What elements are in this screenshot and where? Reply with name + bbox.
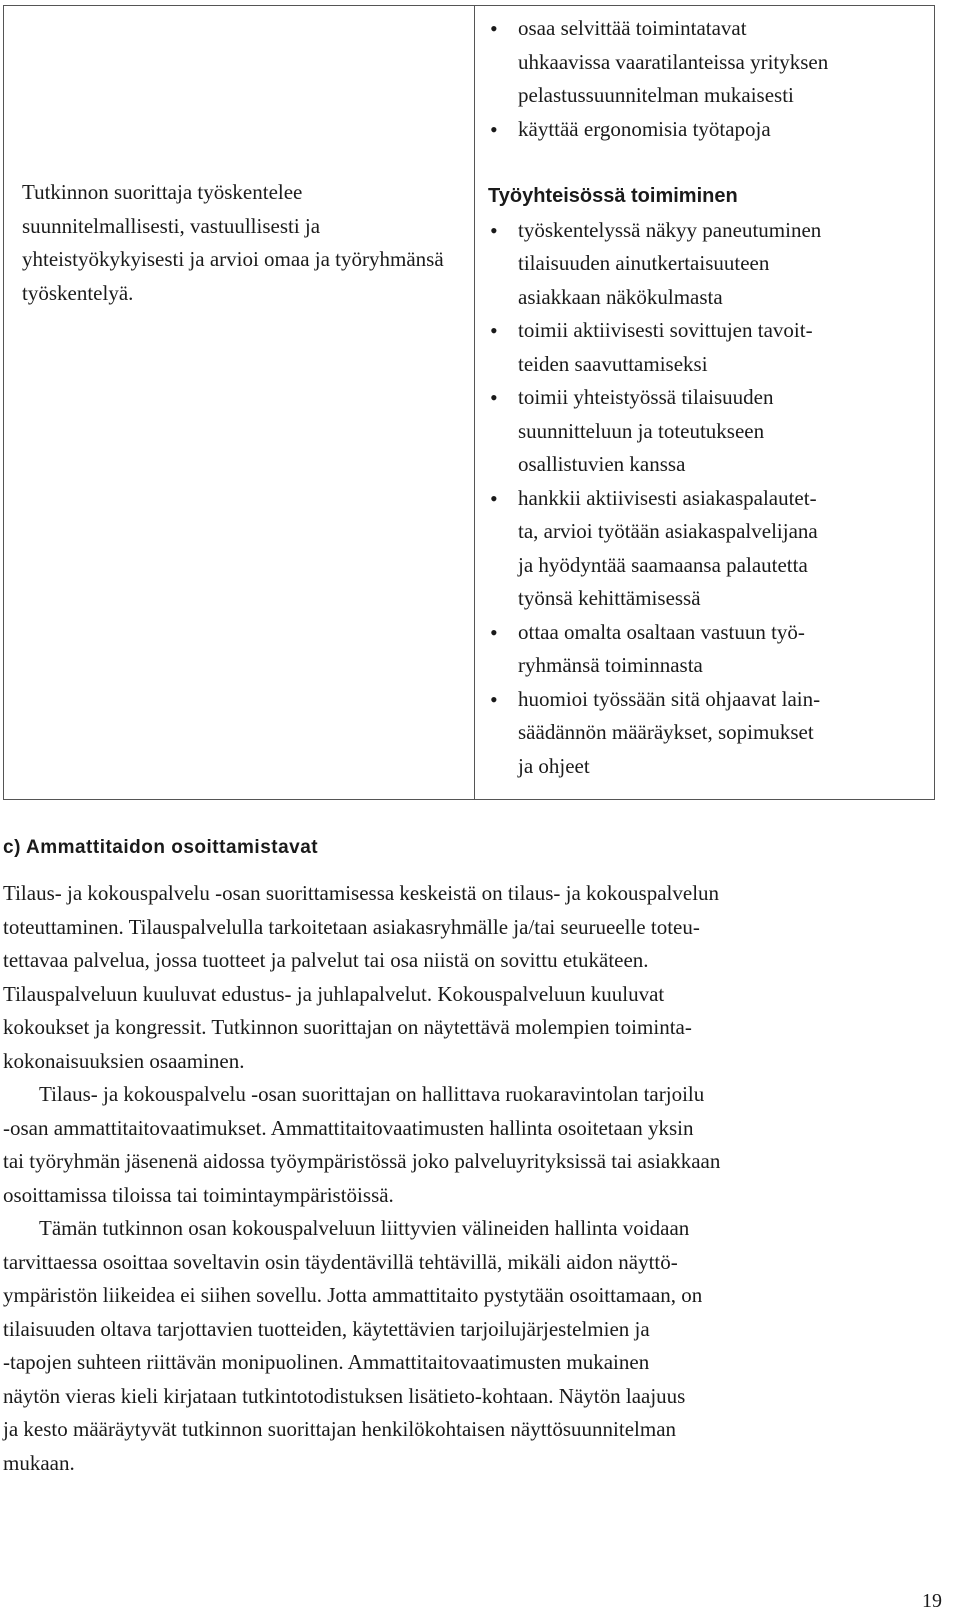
list-item: • työskentelyssä näkyy paneutuminen tilaisuuden ainutkertaisuuteen asiakkaan näkökulmasta — [488, 214, 928, 315]
right-cell — [488, 12, 928, 783]
page-number: 19 — [922, 1590, 942, 1612]
paragraph: Tilaus- ja kokouspalvelu -osan suorittamisessa keskeistä on tilaus- ja kokouspalvelun toteuttaminen. Tilauspalvelulla tarkoitetaan asiakasryhmälle ja/tai seurueelle toteu- tettavaa palvelua, jossa tuotteet ja palvelut tai osa niistä on sovittu etukäteen. Tilauspalveluun kuuluvat edustus- ja juhlapalvelut. Kokouspalveluun kuuluvat kokoukset ja kongressit. Tutkinnon suorittajan on näytettävä molempien toiminta- kokonaisuuksien osaaminen. — [3, 881, 720, 1073]
list-item: • käyttää ergonomisia työtapoja — [488, 113, 928, 147]
list-item: • ottaa omalta osaltaan vastuun työ- ryhmänsä toiminnasta — [488, 616, 928, 683]
list-item: • hankkii aktiivisesti asiakaspalautet- ta, arvioi työtään asiakaspalvelijana ja hyödyntää saamaansa palautetta työnsä kehittämisessä — [488, 482, 928, 616]
left-cell-text: Tutkinnon suorittaja työskentelee suunnitelmallisesti, vastuullisesti ja yhteistyökykyisesti ja arvioi omaa ja työryhmänsä työskentelyä. — [22, 180, 444, 305]
group-list — [488, 214, 928, 784]
section-body — [3, 877, 935, 1480]
top-list — [488, 12, 928, 146]
section-title: c) Ammattitaidon osoittamistavat — [3, 837, 319, 858]
list-item: • osaa selvittää toimintatavat uhkaavissa vaaratilanteissa yrityksen pelastussuunnitelman mukaisesti — [488, 12, 928, 113]
paragraph: Tämän tutkinnon osan kokouspalveluun liittyvien välineiden hallinta voidaan tarvittaessa osoittaa soveltavin osin täydentävillä tehtävillä, mikäli aidon näyttö- ympäristön liikeidea ei siihen sovellu. Jotta ammattitaito pystytään osoittamaan, on tilaisuuden oltava tarjottavien tuotteiden, käytettävien tarjoilujärjestelmien ja -tapojen suhteen riittävän monipuolinen. Ammattitaitovaatimusten mukainen näytön vieras kieli kirjataan tutkintotodistuksen lisätieto-kohtaan. Näytön laajuus ja kesto määräytyvät tutkinnon suorittajan henkilökohtaisen näyttösuunnitelman mukaan. — [3, 1216, 703, 1475]
list-item: • toimii yhteistyössä tilaisuuden suunnitteluun ja toteutukseen osallistuvien kanssa — [488, 381, 928, 482]
group-heading: Työyhteisössä toimiminen — [488, 185, 738, 207]
list-item: • toimii aktiivisesti sovittujen tavoit- teiden saavuttamiseksi — [488, 314, 928, 381]
list-item: • huomioi työssään sitä ohjaavat lain- säädännön määräykset, sopimukset ja ohjeet — [488, 683, 928, 784]
paragraph: Tilaus- ja kokouspalvelu -osan suorittajan on hallittava ruokaravintolan tarjoilu -osan ammattitaitovaatimukset. Ammattitaitovaatimusten hallinta osoitetaan yksin tai työryhmän jäsenenä aidossa työympäristössä joko palveluyrityksissä tai asiakkaan osoittamissa tiloissa tai toimintaympäristöissä. — [3, 1082, 721, 1207]
column-divider — [474, 6, 475, 799]
